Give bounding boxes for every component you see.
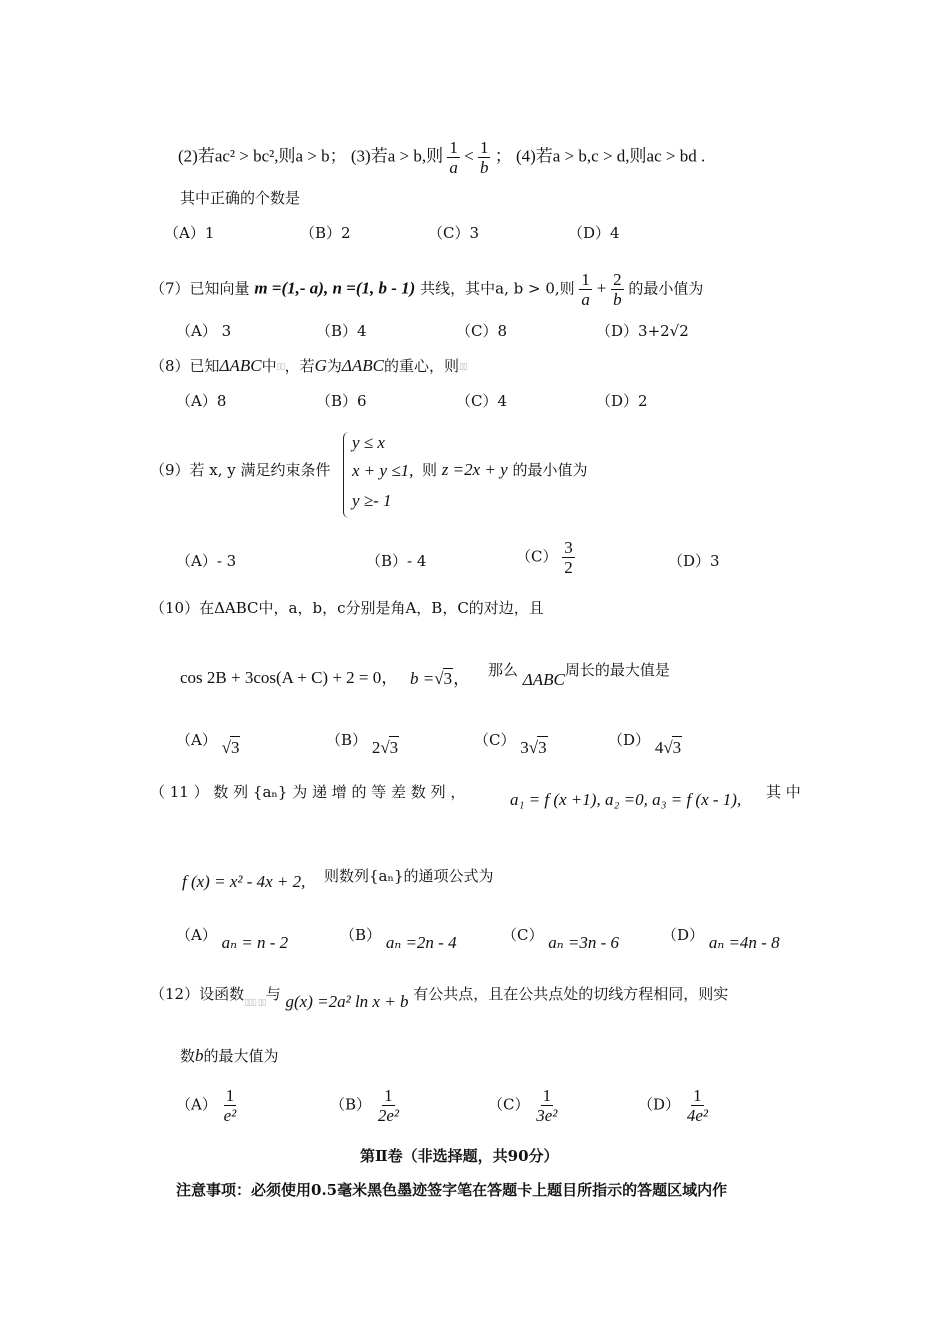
q7-stem xyxy=(150,270,703,309)
q11-tail: 其 中 xyxy=(766,783,801,801)
q6-option-d: （D）4 xyxy=(568,224,620,242)
q7-option-b: （B）4 xyxy=(316,322,367,340)
section-title: 第Ⅱ卷（非选择题，共90分） xyxy=(360,1147,559,1165)
q12-option-a: （A） $\frac{1}{\text{e²}}$ xyxy=(176,1086,237,1125)
q10-tail-post: 周长的最大值是 xyxy=(564,661,670,679)
garbled-formula-fx: ▯▯▯ ▯▯ xyxy=(244,998,266,1008)
q9-objective: z =2x + y xyxy=(441,460,508,479)
lt-sign: < xyxy=(464,146,474,166)
q11-stem-line1: （ 11 ） 数 列 {aₙ} 为 递 增 的 等 差 数 列 ， xyxy=(150,783,466,801)
q7-option-d: （D）3+2√2 xyxy=(596,322,689,340)
q12-stem-line1 xyxy=(150,984,729,1011)
q8-option-a: （A）8 xyxy=(176,392,227,410)
q10-tail-triangle: ΔABC xyxy=(522,670,565,689)
q10-tail-pre: 那么 xyxy=(488,661,519,679)
q6-frac-1: $\frac{1}{a}$ xyxy=(449,138,458,177)
q9-option-c xyxy=(516,538,575,577)
q10-option-c: （C） 3√3 xyxy=(474,731,547,757)
q12-line2-b: b xyxy=(195,1046,204,1065)
q12-stem-line2 xyxy=(180,1046,279,1066)
q6-semicolon: ； xyxy=(494,146,512,166)
q9-option-b: （B）- 4 xyxy=(366,552,427,570)
q10-option-a: （A） √3 xyxy=(176,731,240,757)
q11-conditions: a₁ = f (x +1), a₂ =0, a₃ = f (x - 1), xyxy=(510,790,742,809)
q6-statement-2: (2)若ac² > bc²,则a > b； xyxy=(178,146,347,166)
q12-pre: （12）设函数 xyxy=(150,985,245,1003)
q10-b-value: b =√3， xyxy=(410,669,471,688)
q8-mid1: 中 xyxy=(261,357,277,375)
q6-statement-4: (4)若a > b,c > d,则ac > bd . xyxy=(515,146,706,166)
q10-equation: cos 2B + 3cos(A + C) + 2 = 0， xyxy=(180,668,399,687)
q7-option-a: （A） 3 xyxy=(176,322,232,340)
q9-constraint-2: x + y ≤1, xyxy=(352,461,414,480)
q6-option-a: （A）1 xyxy=(164,224,215,242)
q11-option-c: （C） aₙ =3n - 6 xyxy=(502,926,620,952)
system-brace xyxy=(343,432,350,518)
q11-fx: f (x) = x² - 4x + 2, xyxy=(182,872,306,891)
q7-post: 的最小值为 xyxy=(628,279,704,298)
q12-option-d: （D） $\frac{1}{\text{4e²}}$ xyxy=(638,1086,708,1125)
q9-constraint-1: y ≤ x xyxy=(352,433,385,452)
q9-post: 的最小值为 xyxy=(512,461,588,479)
q6-statements-line xyxy=(178,138,705,177)
q7-mid: 共线，其中a, b > 0,则 xyxy=(420,279,575,298)
plus-sign: + xyxy=(596,278,607,298)
q9-option-a: （A）- 3 xyxy=(176,552,237,570)
q12-line2-pre: 数 xyxy=(180,1047,196,1065)
q12-line2-post: 的最大值为 xyxy=(203,1047,279,1065)
q10-option-d: （D） 4√3 xyxy=(608,731,682,757)
q12-option-c: （C） $\frac{1}{\text{3e²}}$ xyxy=(488,1086,558,1125)
q9-constraint-3: y ≥- 1 xyxy=(352,491,392,510)
q6-stem: 其中正确的个数是 xyxy=(180,189,301,207)
q8-stem xyxy=(150,356,467,377)
q6-option-c: （C）3 xyxy=(428,224,480,242)
q9-option-d: （D）3 xyxy=(668,552,720,570)
q10-b-pre: b = xyxy=(410,669,435,688)
q7-option-c: （C）8 xyxy=(456,322,508,340)
q10-stem-line1: （10）在ΔABC中，a，b，c分别是角A，B，C的对边，且 xyxy=(150,599,544,617)
q6-frac-2: $\frac{1}{b}$ xyxy=(479,138,489,177)
q12-mid: 与 xyxy=(265,985,281,1003)
q11-option-b: （B） aₙ =2n - 4 xyxy=(340,926,457,952)
notice-text: 注意事项：必须使用0.5毫米黑色墨迹签字笔在答题卡上题目所指示的答题区域内作 xyxy=(176,1181,728,1199)
q11-option-a: （A） aₙ = n - 2 xyxy=(176,926,289,952)
q9-then: 则 xyxy=(422,461,438,479)
q12-gx: g(x) =2a² ln x + b xyxy=(285,992,409,1011)
q7-pre: （7）已知向量 xyxy=(150,279,250,298)
garbled-formula-2: ▯▯ xyxy=(458,362,467,372)
q9-tail xyxy=(422,460,588,480)
q11-stem-line2: 则数列{aₙ}的通项公式为 xyxy=(324,867,494,885)
q10-b-root: 3 xyxy=(443,669,453,688)
q7-frac-1: $\frac{1}{a}$ xyxy=(581,270,590,309)
q8-triangle: ΔABC xyxy=(219,356,262,375)
q11-option-d: （D） aₙ =4n - 8 xyxy=(662,926,780,952)
q9-option-c-frac: $\frac{3}{2}$ xyxy=(564,538,573,577)
garbled-formula-1: ▯▯ xyxy=(276,362,285,372)
q12-post: 有公共点，且在公共点处的切线方程相同，则实 xyxy=(413,985,729,1003)
q8-pre: （8）已知 xyxy=(150,357,220,375)
q9-pre: （9）若 x, y 满足约束条件 xyxy=(150,461,331,479)
q12-option-b: （B） $\frac{1}{\text{2e²}}$ xyxy=(330,1086,399,1125)
q8-triangle-2: ΔABC xyxy=(341,356,384,375)
q8-option-c: （C）4 xyxy=(456,392,508,410)
q9-option-c-label: （C） xyxy=(516,547,558,566)
q8-centroid-g: G xyxy=(314,356,327,375)
q8-mid2: ，若 xyxy=(284,357,315,375)
q10-tail xyxy=(488,660,670,689)
q6-option-b: （B）2 xyxy=(300,224,351,242)
q8-option-b: （B）6 xyxy=(316,392,367,410)
q8-mid3: 为 xyxy=(326,357,342,375)
q7-frac-2: $\frac{2}{b}$ xyxy=(613,270,622,309)
q10-option-b: （B） 2√3 xyxy=(326,731,399,757)
q8-option-d: （D）2 xyxy=(596,392,648,410)
q8-post: 的重心，则 xyxy=(383,357,459,375)
q10-b-post: ， xyxy=(453,669,471,688)
q7-vectors: m =(1,- a), n =(1, b - 1) xyxy=(254,278,416,298)
q6-statement-3-pre: (3)若a > b,则 xyxy=(350,146,444,166)
